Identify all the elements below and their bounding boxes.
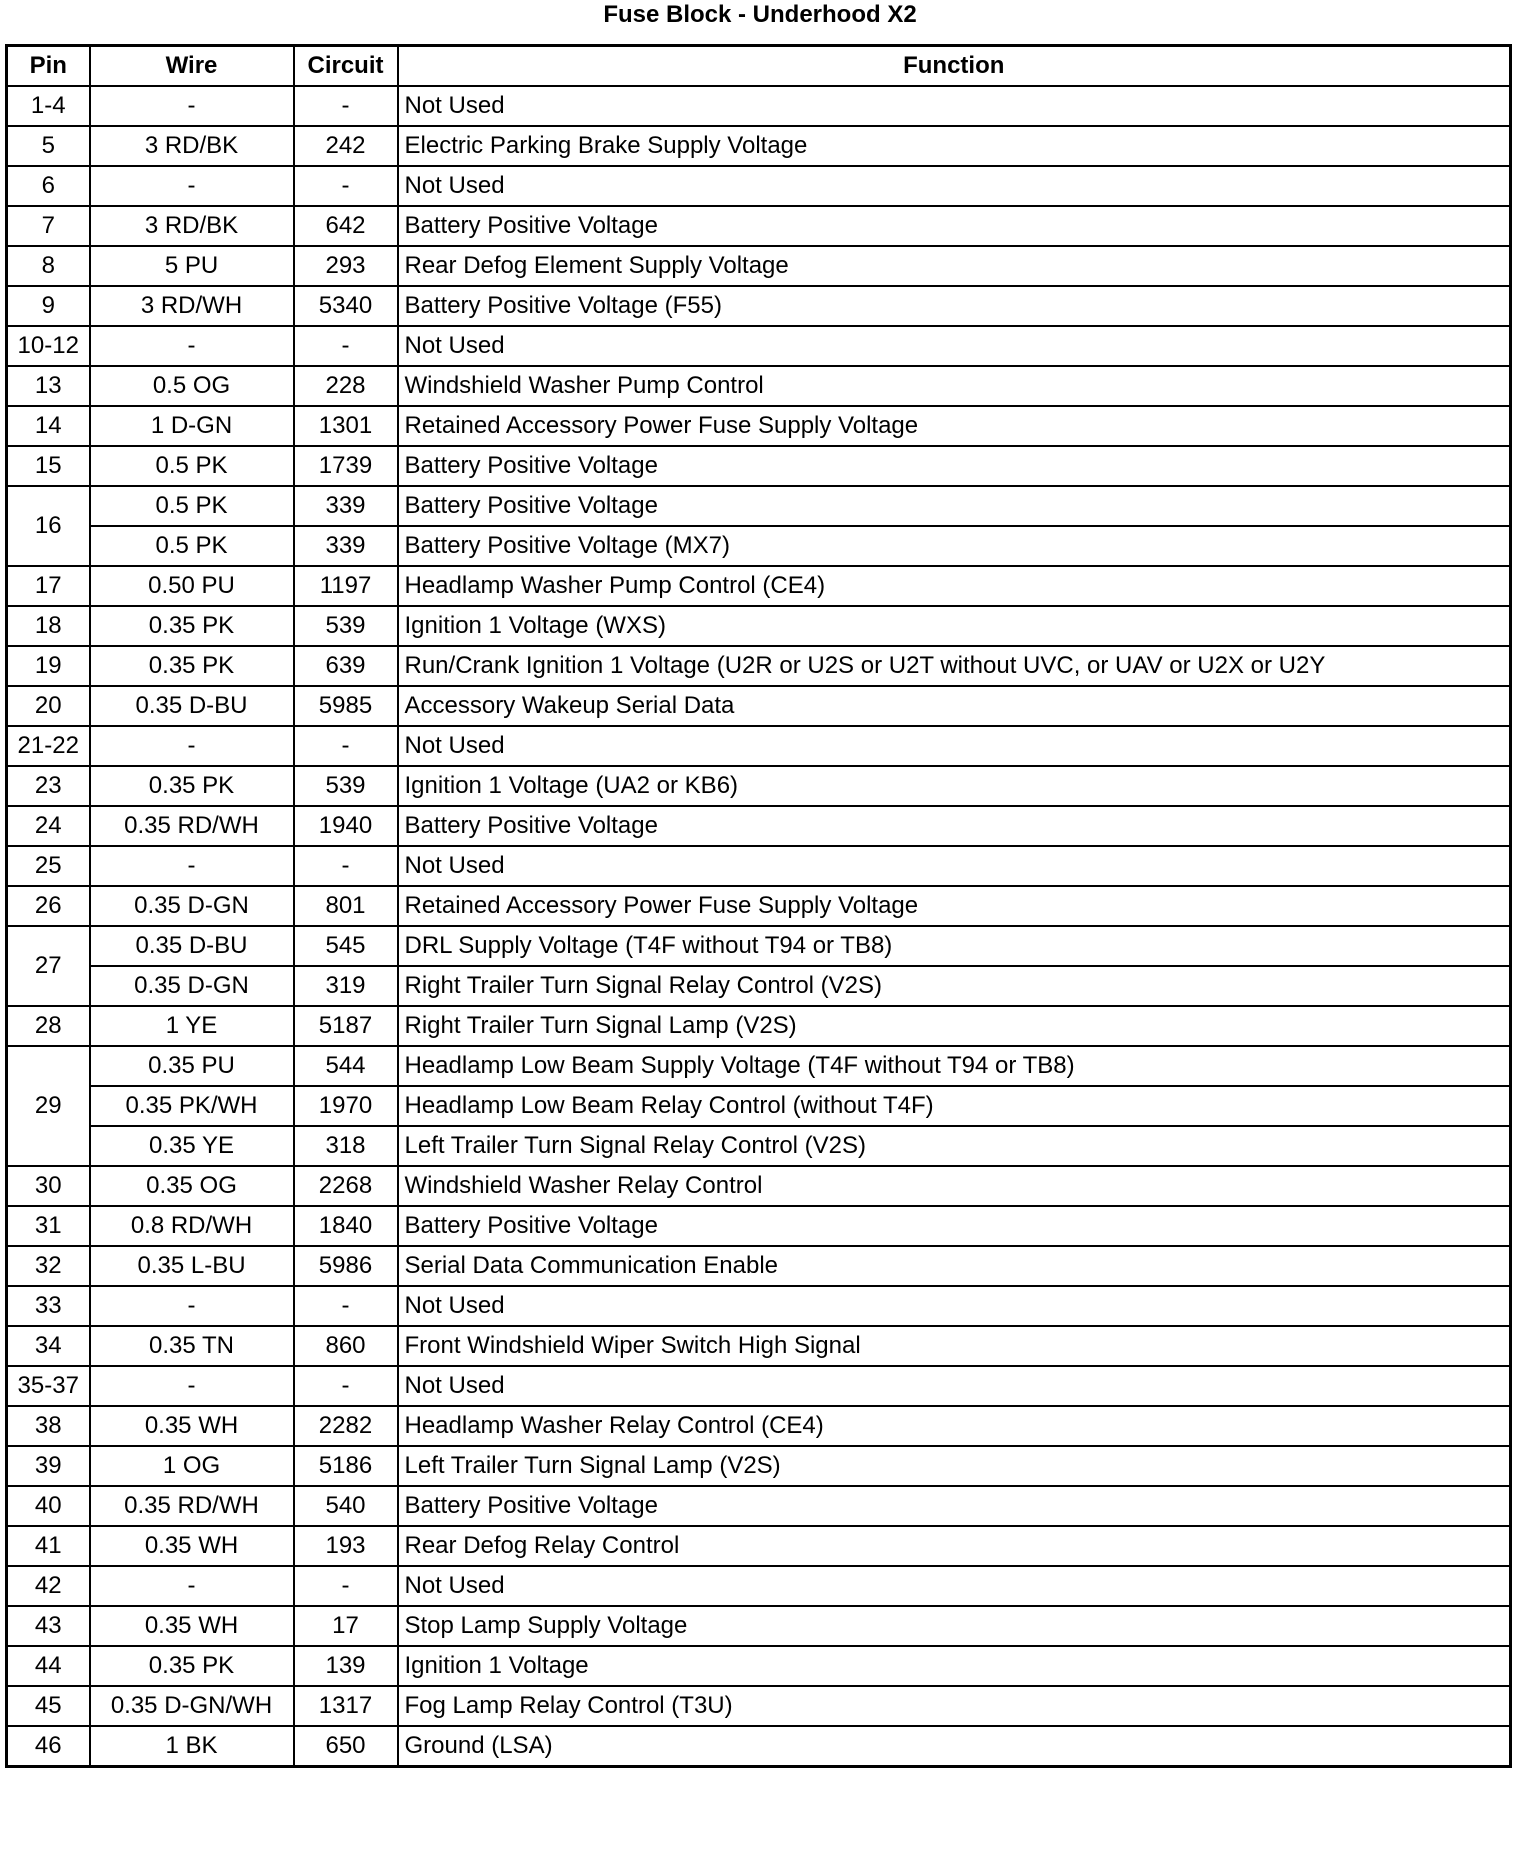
- table-row: [7, 446, 1511, 486]
- wire-cell: 0.5 OG: [90, 366, 294, 406]
- function-cell: Not Used: [398, 1366, 1511, 1406]
- table-row: [7, 1486, 1511, 1526]
- pin-cell: 17: [7, 566, 90, 606]
- function-cell: Left Trailer Turn Signal Lamp (V2S): [398, 1446, 1511, 1486]
- wire-cell: 0.35 RD/WH: [90, 806, 294, 846]
- header-pin: Pin: [7, 46, 90, 87]
- function-cell: Headlamp Low Beam Supply Voltage (T4F without T94 or TB8): [398, 1046, 1511, 1086]
- function-cell: Ignition 1 Voltage (UA2 or KB6): [398, 766, 1511, 806]
- function-cell: Battery Positive Voltage: [398, 446, 1511, 486]
- pin-cell: 9: [7, 286, 90, 326]
- wire-cell: 0.35 YE: [90, 1126, 294, 1166]
- table-row: [7, 766, 1511, 806]
- wire-cell: 0.35 D-GN: [90, 966, 294, 1006]
- table-row: [7, 1006, 1511, 1046]
- table-row: [7, 686, 1511, 726]
- circuit-cell: 1317: [294, 1686, 398, 1726]
- wire-cell: -: [90, 1286, 294, 1326]
- circuit-cell: 339: [294, 526, 398, 566]
- table-row: [7, 886, 1511, 926]
- pin-cell: 42: [7, 1566, 90, 1606]
- wire-cell: 1 YE: [90, 1006, 294, 1046]
- wire-cell: 0.35 D-GN/WH: [90, 1686, 294, 1726]
- circuit-cell: 139: [294, 1646, 398, 1686]
- wire-cell: 0.35 PK/WH: [90, 1086, 294, 1126]
- circuit-cell: 5986: [294, 1246, 398, 1286]
- function-cell: Battery Positive Voltage: [398, 1486, 1511, 1526]
- wire-cell: 1 D-GN: [90, 406, 294, 446]
- wire-cell: 5 PU: [90, 246, 294, 286]
- wire-cell: 0.35 D-BU: [90, 926, 294, 966]
- table-row: [7, 966, 1511, 1006]
- wire-cell: 0.35 TN: [90, 1326, 294, 1366]
- table-row: [7, 406, 1511, 446]
- table-row: [7, 1566, 1511, 1606]
- table-row: [7, 726, 1511, 766]
- table-row: [7, 806, 1511, 846]
- table-row: [7, 526, 1511, 566]
- table-row: [7, 1366, 1511, 1406]
- wire-cell: 0.35 WH: [90, 1406, 294, 1446]
- wire-cell: -: [90, 846, 294, 886]
- circuit-cell: -: [294, 726, 398, 766]
- circuit-cell: 293: [294, 246, 398, 286]
- circuit-cell: 539: [294, 766, 398, 806]
- function-cell: Ignition 1 Voltage (WXS): [398, 606, 1511, 646]
- pin-cell: 29: [7, 1046, 90, 1166]
- function-cell: Not Used: [398, 1286, 1511, 1326]
- function-cell: Left Trailer Turn Signal Relay Control (V2S): [398, 1126, 1511, 1166]
- function-cell: Not Used: [398, 846, 1511, 886]
- circuit-cell: 339: [294, 486, 398, 526]
- function-cell: Front Windshield Wiper Switch High Signal: [398, 1326, 1511, 1366]
- circuit-cell: 2282: [294, 1406, 398, 1446]
- table-row: [7, 1326, 1511, 1366]
- header-wire: Wire: [90, 46, 294, 87]
- wire-cell: 0.35 PU: [90, 1046, 294, 1086]
- circuit-cell: -: [294, 86, 398, 126]
- pin-cell: 5: [7, 126, 90, 166]
- pin-cell: 41: [7, 1526, 90, 1566]
- header-circuit: Circuit: [294, 46, 398, 87]
- function-cell: Headlamp Low Beam Relay Control (without T4F): [398, 1086, 1511, 1126]
- pin-cell: 8: [7, 246, 90, 286]
- wire-cell: 0.35 RD/WH: [90, 1486, 294, 1526]
- circuit-cell: 5985: [294, 686, 398, 726]
- function-cell: Stop Lamp Supply Voltage: [398, 1606, 1511, 1646]
- pin-cell: 27: [7, 926, 90, 1006]
- wire-cell: 0.35 PK: [90, 646, 294, 686]
- circuit-cell: -: [294, 166, 398, 206]
- circuit-cell: 5340: [294, 286, 398, 326]
- function-cell: Serial Data Communication Enable: [398, 1246, 1511, 1286]
- pin-cell: 1-4: [7, 86, 90, 126]
- wire-cell: 0.5 PK: [90, 526, 294, 566]
- function-cell: Battery Positive Voltage (F55): [398, 286, 1511, 326]
- circuit-cell: 1301: [294, 406, 398, 446]
- table-row: [7, 326, 1511, 366]
- circuit-cell: 318: [294, 1126, 398, 1166]
- circuit-cell: 540: [294, 1486, 398, 1526]
- table-row: [7, 1446, 1511, 1486]
- circuit-cell: 801: [294, 886, 398, 926]
- table-row: [7, 1406, 1511, 1446]
- wire-cell: 3 RD/WH: [90, 286, 294, 326]
- pin-cell: 15: [7, 446, 90, 486]
- pin-cell: 46: [7, 1726, 90, 1767]
- circuit-cell: -: [294, 1366, 398, 1406]
- circuit-cell: 1970: [294, 1086, 398, 1126]
- wire-cell: 1 OG: [90, 1446, 294, 1486]
- pinout-table: [5, 44, 1512, 1768]
- function-cell: Not Used: [398, 326, 1511, 366]
- wire-cell: -: [90, 1566, 294, 1606]
- circuit-cell: 5186: [294, 1446, 398, 1486]
- pin-cell: 10-12: [7, 326, 90, 366]
- pin-cell: 19: [7, 646, 90, 686]
- function-cell: Not Used: [398, 86, 1511, 126]
- function-cell: Ignition 1 Voltage: [398, 1646, 1511, 1686]
- function-cell: Rear Defog Relay Control: [398, 1526, 1511, 1566]
- function-cell: Not Used: [398, 726, 1511, 766]
- wire-cell: 0.35 D-GN: [90, 886, 294, 926]
- circuit-cell: -: [294, 326, 398, 366]
- table-row: [7, 646, 1511, 686]
- table-row: [7, 1526, 1511, 1566]
- pin-cell: 21-22: [7, 726, 90, 766]
- circuit-cell: 319: [294, 966, 398, 1006]
- wire-cell: 0.35 PK: [90, 606, 294, 646]
- wire-cell: 0.8 RD/WH: [90, 1206, 294, 1246]
- circuit-cell: 1197: [294, 566, 398, 606]
- circuit-cell: -: [294, 1566, 398, 1606]
- wire-cell: 3 RD/BK: [90, 126, 294, 166]
- wire-cell: 3 RD/BK: [90, 206, 294, 246]
- table-row: [7, 86, 1511, 126]
- pin-cell: 23: [7, 766, 90, 806]
- pin-cell: 32: [7, 1246, 90, 1286]
- pin-cell: 20: [7, 686, 90, 726]
- wire-cell: 0.35 WH: [90, 1526, 294, 1566]
- function-cell: Not Used: [398, 1566, 1511, 1606]
- function-cell: Headlamp Washer Pump Control (CE4): [398, 566, 1511, 606]
- circuit-cell: -: [294, 846, 398, 886]
- circuit-cell: 242: [294, 126, 398, 166]
- table-row: [7, 1046, 1511, 1086]
- page-title: Fuse Block - Underhood X2: [603, 1, 917, 28]
- header-function: Function: [398, 46, 1511, 87]
- wire-cell: -: [90, 1366, 294, 1406]
- function-cell: Fog Lamp Relay Control (T3U): [398, 1686, 1511, 1726]
- table-row: [7, 1126, 1511, 1166]
- wire-cell: 0.5 PK: [90, 486, 294, 526]
- circuit-cell: 17: [294, 1606, 398, 1646]
- circuit-cell: 544: [294, 1046, 398, 1086]
- table-row: [7, 366, 1511, 406]
- wire-cell: 0.35 OG: [90, 1166, 294, 1206]
- function-cell: Accessory Wakeup Serial Data: [398, 686, 1511, 726]
- circuit-cell: 539: [294, 606, 398, 646]
- circuit-cell: 5187: [294, 1006, 398, 1046]
- function-cell: Battery Positive Voltage: [398, 486, 1511, 526]
- circuit-cell: 650: [294, 1726, 398, 1767]
- pin-cell: 28: [7, 1006, 90, 1046]
- table-row: [7, 1606, 1511, 1646]
- table-row: [7, 1646, 1511, 1686]
- pin-cell: 39: [7, 1446, 90, 1486]
- table-row: [7, 606, 1511, 646]
- pin-cell: 13: [7, 366, 90, 406]
- table-row: [7, 1726, 1511, 1767]
- function-cell: Electric Parking Brake Supply Voltage: [398, 126, 1511, 166]
- pin-cell: 6: [7, 166, 90, 206]
- circuit-cell: 193: [294, 1526, 398, 1566]
- pin-cell: 14: [7, 406, 90, 446]
- function-cell: Run/Crank Ignition 1 Voltage (U2R or U2S or U2T without UVC, or UAV or U2X or U2Y: [398, 646, 1511, 686]
- pin-cell: 18: [7, 606, 90, 646]
- pin-cell: 35-37: [7, 1366, 90, 1406]
- table-row: [7, 1206, 1511, 1246]
- circuit-cell: 1840: [294, 1206, 398, 1246]
- table-row: [7, 1086, 1511, 1126]
- function-cell: Battery Positive Voltage: [398, 1206, 1511, 1246]
- function-cell: Right Trailer Turn Signal Relay Control (V2S): [398, 966, 1511, 1006]
- table-row: [7, 206, 1511, 246]
- pin-cell: 38: [7, 1406, 90, 1446]
- table-row: [7, 246, 1511, 286]
- wire-cell: -: [90, 86, 294, 126]
- wire-cell: 0.50 PU: [90, 566, 294, 606]
- function-cell: Windshield Washer Relay Control: [398, 1166, 1511, 1206]
- pin-cell: 33: [7, 1286, 90, 1326]
- table-row: [7, 126, 1511, 166]
- function-cell: Retained Accessory Power Fuse Supply Voltage: [398, 406, 1511, 446]
- function-cell: Battery Positive Voltage: [398, 806, 1511, 846]
- function-cell: DRL Supply Voltage (T4F without T94 or TB8): [398, 926, 1511, 966]
- function-cell: Battery Positive Voltage (MX7): [398, 526, 1511, 566]
- pin-cell: 26: [7, 886, 90, 926]
- pin-cell: 7: [7, 206, 90, 246]
- wire-cell: 1 BK: [90, 1726, 294, 1767]
- wire-cell: -: [90, 326, 294, 366]
- circuit-cell: 545: [294, 926, 398, 966]
- table-row: [7, 846, 1511, 886]
- table-row: [7, 1246, 1511, 1286]
- function-cell: Retained Accessory Power Fuse Supply Voltage: [398, 886, 1511, 926]
- function-cell: Rear Defog Element Supply Voltage: [398, 246, 1511, 286]
- pin-cell: 34: [7, 1326, 90, 1366]
- circuit-cell: 1739: [294, 446, 398, 486]
- wire-cell: 0.35 PK: [90, 766, 294, 806]
- wire-cell: 0.35 PK: [90, 1646, 294, 1686]
- pin-cell: 40: [7, 1486, 90, 1526]
- wire-cell: -: [90, 726, 294, 766]
- header-row: [7, 46, 1511, 87]
- circuit-cell: 642: [294, 206, 398, 246]
- wire-cell: 0.35 D-BU: [90, 686, 294, 726]
- wire-cell: -: [90, 166, 294, 206]
- table-row: [7, 926, 1511, 966]
- table-row: [7, 566, 1511, 606]
- pin-cell: 44: [7, 1646, 90, 1686]
- table-row: [7, 1286, 1511, 1326]
- circuit-cell: 860: [294, 1326, 398, 1366]
- pin-cell: 25: [7, 846, 90, 886]
- function-cell: Battery Positive Voltage: [398, 206, 1511, 246]
- pin-cell: 30: [7, 1166, 90, 1206]
- function-cell: Not Used: [398, 166, 1511, 206]
- pin-cell: 45: [7, 1686, 90, 1726]
- table-body: [7, 86, 1511, 1767]
- circuit-cell: 228: [294, 366, 398, 406]
- table-row: [7, 286, 1511, 326]
- pin-cell: 43: [7, 1606, 90, 1646]
- circuit-cell: -: [294, 1286, 398, 1326]
- circuit-cell: 639: [294, 646, 398, 686]
- wire-cell: 0.35 WH: [90, 1606, 294, 1646]
- function-cell: Windshield Washer Pump Control: [398, 366, 1511, 406]
- pin-cell: 16: [7, 486, 90, 566]
- pin-cell: 24: [7, 806, 90, 846]
- circuit-cell: 1940: [294, 806, 398, 846]
- pin-cell: 31: [7, 1206, 90, 1246]
- table-row: [7, 166, 1511, 206]
- circuit-cell: 2268: [294, 1166, 398, 1206]
- table-row: [7, 1166, 1511, 1206]
- function-cell: Ground (LSA): [398, 1726, 1511, 1767]
- wire-cell: 0.35 L-BU: [90, 1246, 294, 1286]
- wire-cell: 0.5 PK: [90, 446, 294, 486]
- function-cell: Right Trailer Turn Signal Lamp (V2S): [398, 1006, 1511, 1046]
- function-cell: Headlamp Washer Relay Control (CE4): [398, 1406, 1511, 1446]
- table-row: [7, 486, 1511, 526]
- table-row: [7, 1686, 1511, 1726]
